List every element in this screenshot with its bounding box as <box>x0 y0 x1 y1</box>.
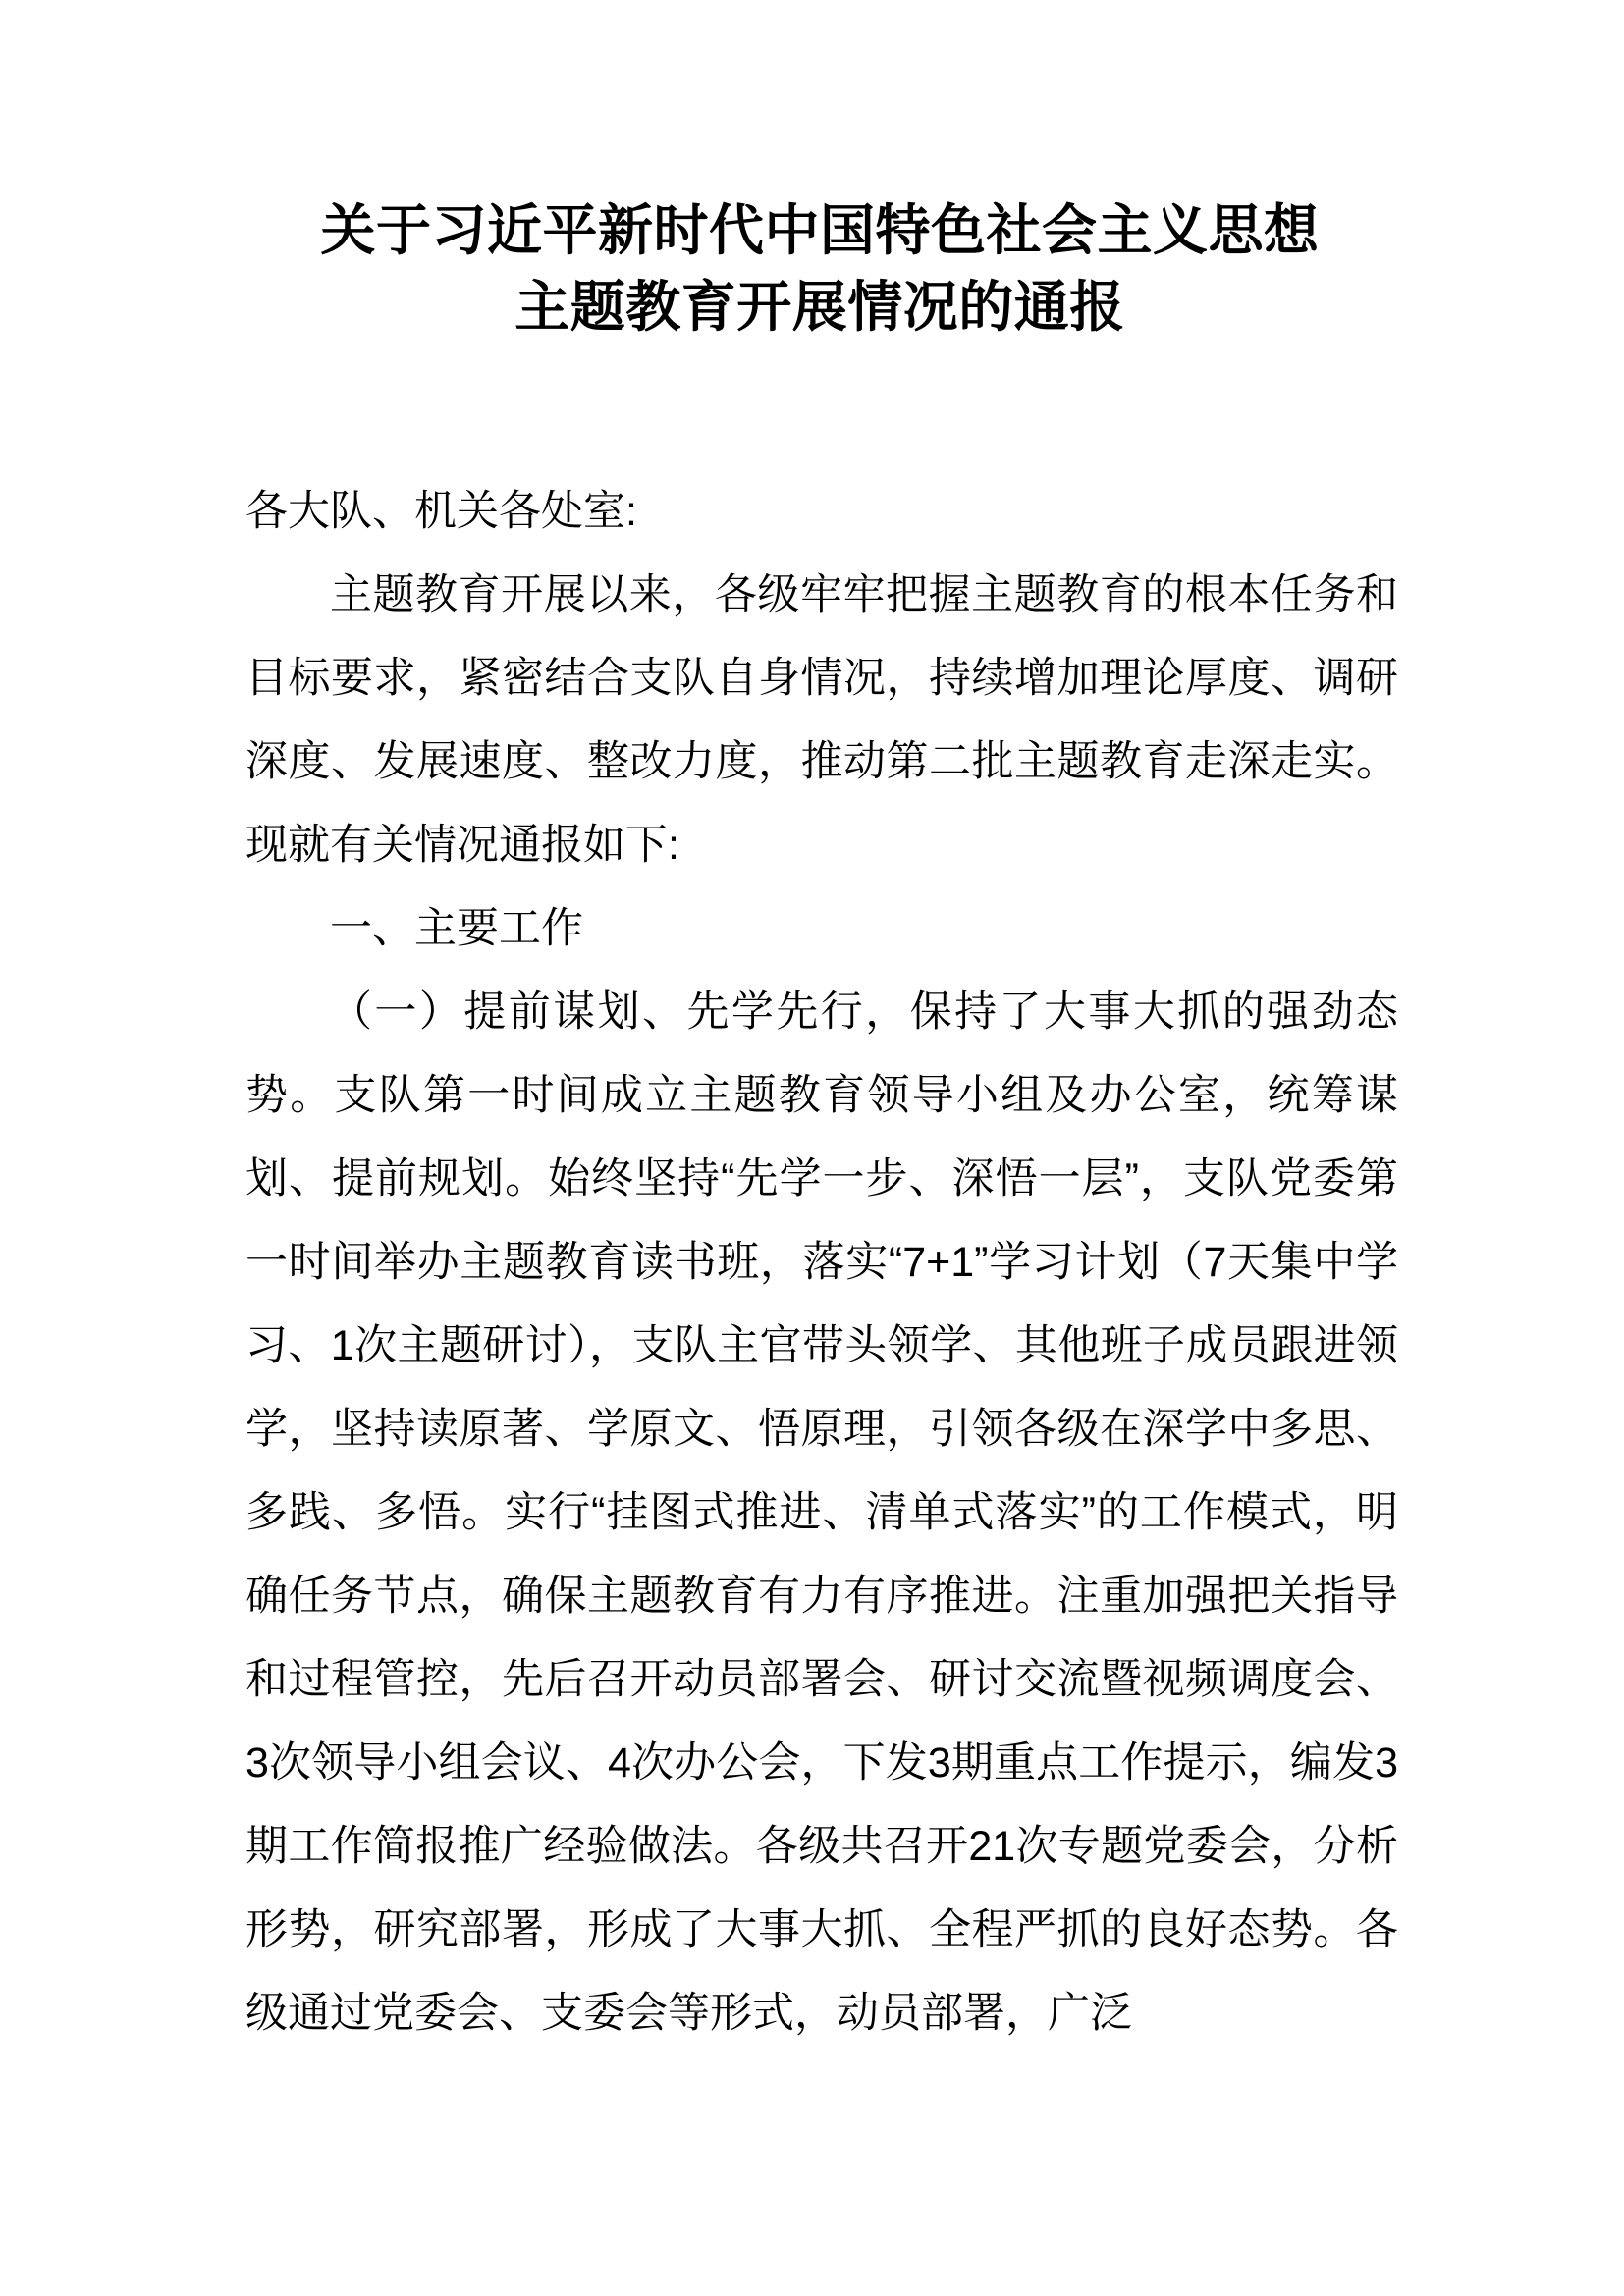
title-line-1: 关于习近平新时代中国特色社会主义思想 <box>320 199 1320 261</box>
section-heading-one: 一、主要工作 <box>330 905 583 952</box>
addressee-line: 各大队、机关各处室: <box>245 488 637 535</box>
page-title <box>245 192 1394 346</box>
document-body <box>245 470 1398 2056</box>
title-line-2: 主题教育开展情况的通报 <box>514 276 1125 338</box>
subsection-one-body: （一）提前谋划、先学先行，保持了大事大抓的强劲态势。支队第一时间成立主题教育领导小组及办公室，统筹谋划、提前规划。始终坚持“先学一步、深悟一层”，支队党委第一时间举办主题教育读书班，落实“7+1”学习计划（7天集中学习、1次主题研讨），支队主官带头领学、其他班子成员跟进领学，坚持读原著、学原文、悟原理，引领各级在深学中多思、多践、多悟。实行“挂图式推进、清单式落实”的工作模式，明确任务节点，确保主题教育有力有序推进。注重加强把关指导和过程管控，先后召开动员部署会、研讨交流暨视频调度会、3次领导小组会议、4次办公会，下发3期重点工作提示，编发3期工作简报推广经验做法。各级共召开21次专题党委会，分析形势，研究部署，形成了大事大抓、全程严抓的良好态势。各级通过党委会、支委会等形式，动员部署，广泛 <box>245 988 1398 2037</box>
paragraph-opening: 主题教育开展以来，各级牢牢把握主题教育的根本任务和目标要求，紧密结合支队自身情况，持续增加理论厚度、调研深度、发展速度、整改力度，推动第二批主题教育走深走实。现就有关情况通报如下: <box>245 571 1398 869</box>
